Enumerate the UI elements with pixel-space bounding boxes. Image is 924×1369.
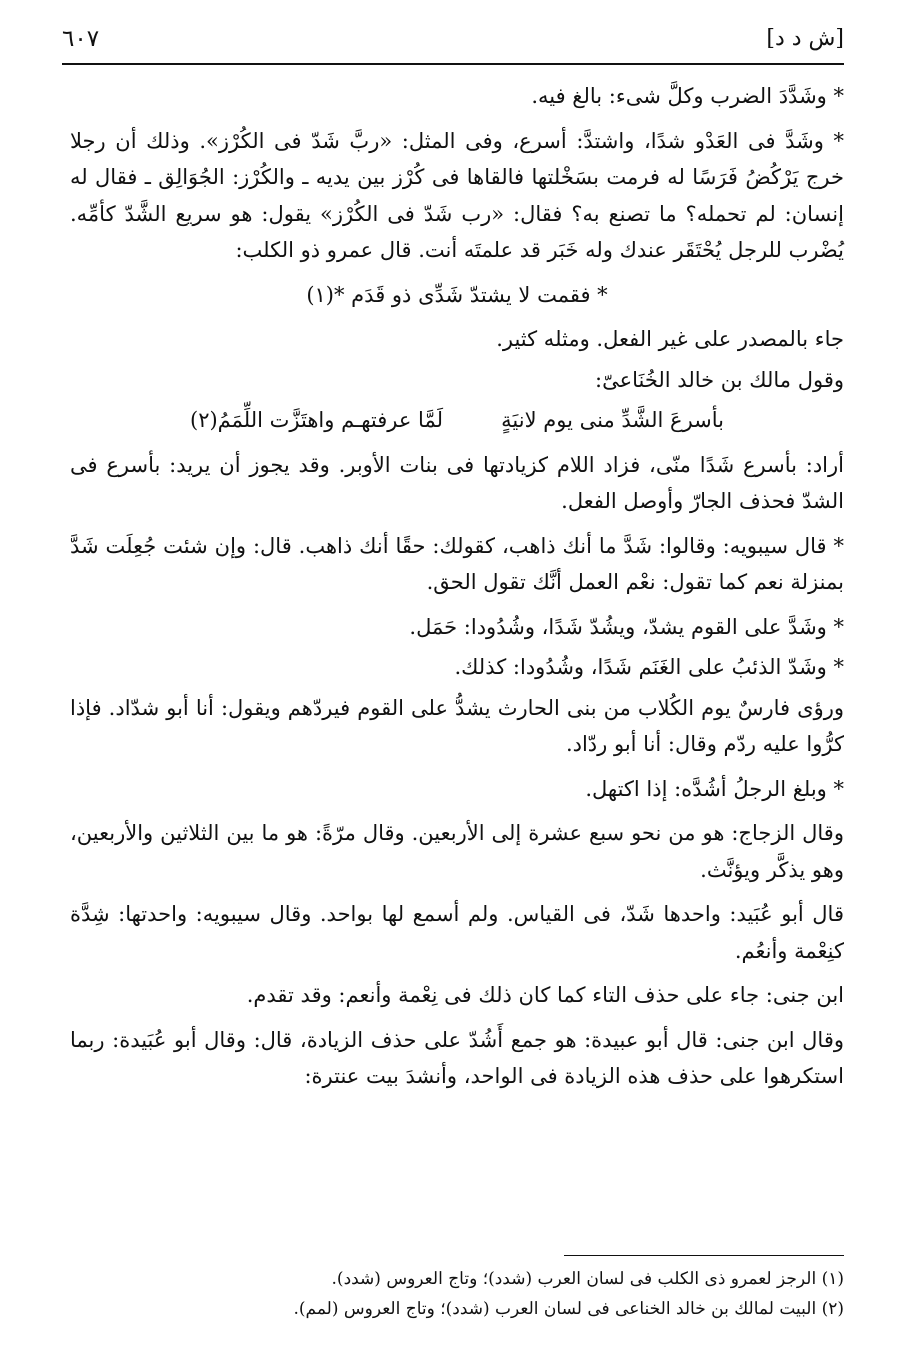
page-header xyxy=(62,22,844,62)
footnotes xyxy=(70,1264,844,1324)
root-marker: [ش د د] xyxy=(766,26,844,51)
entry-paragraph: قال أبو عُبَيد: واحدها شَدّ، فى القياس. ولم أسمع لها بواحد. وقال سيبويه: واحدتها: شِدَّة كنِعْمة وأنعُم. xyxy=(70,902,844,963)
entry-paragraph: * وشَدّ الذئبُ على الغَنَم شَدًا، وشُدُودا: كذلك. xyxy=(454,655,844,679)
main-text xyxy=(70,78,844,1103)
entry-paragraph: وقول مالك بن خالد الخُنَاعىّ: xyxy=(595,367,844,392)
hemistich-first: بأسرعَ الشَّدِّ منى يوم لانيَةٍ xyxy=(501,408,724,432)
entry-paragraph: * قال سيبويه: وقالوا: شَدَّ ما أنك ذاهب، كقولك: حقًا أنك ذاهب. قال: وإن شئت جُعِلَت شَدَّ بمنزلة نعم كما تقول: نعْم العمل أنَّك تقول الحق. xyxy=(70,533,844,594)
page-number: ٦٠٧ xyxy=(62,26,100,52)
footnote-rule xyxy=(564,1255,844,1256)
verse-line: * فقمت لا يشتدّ شَدِّى ذو قَدَم *(١) xyxy=(306,282,608,307)
entry-paragraph: أراد: بأسرع شَدًا منّى، فزاد اللام كزيادتها فى بنات الأوبر. وقد يجوز أن يريد: بأسرع فى الشدّ فحذف الجارّ وأوصل الفعل. xyxy=(70,452,844,513)
entry-paragraph: وقال الزجاج: هو من نحو سبع عشرة إلى الأربعين. وقال مرّةً: هو ما بين الثلاثين والأربعين، وهو يذكَّر ويؤنَّث. xyxy=(70,821,844,882)
entry-paragraph: جاء بالمصدر على غير الفعل. ومثله كثير. xyxy=(496,327,844,351)
entry-paragraph: ابن جنى: جاء على حذف التاء كما كان ذلك فى نِعْمة وأنعم: وقد تقدم. xyxy=(246,983,844,1007)
hemistich-second: لَمَّا عرفتهـم واهتَزَّت اللِّمَمُ(٢) xyxy=(190,408,443,432)
entry-paragraph: ورؤى فارسٌ يوم الكُلاب من بنى الحارث يشدُّ على القوم فيردّهم ويقول: أنا أبو شدّاد. فإذا كرُّوا عليه ردّم وقال: أنا أبو ردّاد. xyxy=(70,695,844,756)
entry-paragraph: * وشَدَّ على القوم يشدّ، ويشُدّ شَدًا، وشُدُودا: حَمَل. xyxy=(409,614,844,639)
entry-paragraph: * وبلغ الرجلُ أشُدَّه: إذا اكتهل. xyxy=(585,776,844,801)
entry-paragraph: * وشَدَّدَ الضرب وكلَّ شىء: بالغ فيه. xyxy=(531,84,844,108)
entry-paragraph: وقال ابن جنى: قال أبو عبيدة: هو جمع أَشُدّ على حذف الزيادة، قال: وقال أبو عُبَيدة: ربما استكرهوا على حذف هذه الزيادة فى الواحد، وأنشدَ بيت عنترة: xyxy=(70,1027,844,1088)
footnote: (٢) البيت لمالك بن خالد الخناعى فى لسان العرب (شدد)؛ وتاج العروس (لمم). xyxy=(293,1299,844,1319)
poem-couplet xyxy=(70,402,844,439)
entry-paragraph: * وشَدَّ فى العَدْو شدًا، واشتدَّ: أسرع، وفى المثل: «ربَّ شَدّ فى الكُرْز». وذلك أن رجلا خرج يَرْكُضُ فَرَسًا له فرمت بسَخْلتها فالقاها فى كُرْز بين يديه ـ والكُرْز: الجُوَالِق ـ فقال له إنسان: لم تحمله؟ ما تصنع به؟ فقال: «رب شَدّ فى الكُرْز» يقول: هو سريع الشَّدّ كأمِّه. يُضْرب للرجل يُحْتَقَر عندك وله خَبَر قد علمتَه أنت. قال عمرو ذو الكلب: xyxy=(70,128,844,262)
footnote: (١) الرجز لعمرو ذى الكلب فى لسان العرب (شدد)؛ وتاج العروس (شدد). xyxy=(331,1269,844,1289)
header-rule xyxy=(62,63,844,65)
